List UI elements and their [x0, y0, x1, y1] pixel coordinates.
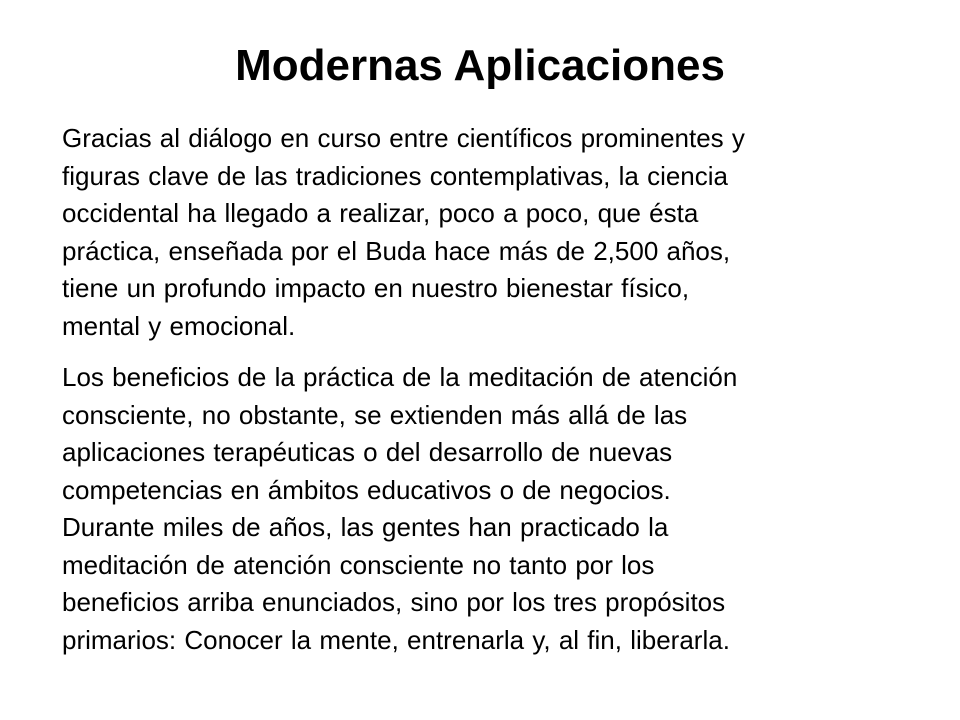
paragraph-2	[62, 359, 902, 659]
paragraph-line: Gracias al diálogo en curso entre científicos prominentes y	[62, 123, 745, 153]
paragraph-line: primarios: Conocer la mente, entrenarla y, al fin, liberarla.	[62, 624, 730, 655]
paragraph-line: occidental ha llegado a realizar, poco a poco, que ésta	[62, 198, 699, 228]
paragraph-line: Los beneficios de la práctica de la meditación de atención	[62, 362, 738, 392]
paragraph-1	[62, 120, 902, 345]
paragraph-line: tiene un profundo impacto en nuestro bienestar físico,	[62, 273, 690, 303]
paragraph-line: meditación de atención consciente no tanto por los	[62, 549, 655, 580]
paragraph-line: práctica, enseñada por el Buda hace más de 2,500 años,	[62, 235, 731, 266]
paragraph-line: competencias en ámbitos educativos o de negocios.	[62, 474, 671, 505]
paragraph-line: consciente, no obstante, se extienden más allá de las	[62, 399, 688, 430]
paragraph-line: aplicaciones terapéuticas o del desarrollo de nuevas	[62, 437, 673, 467]
paragraph-line: Durante miles de años, las gentes han practicado la	[62, 512, 669, 542]
paragraph-line: figuras clave de las tradiciones contemplativas, la ciencia	[62, 160, 729, 191]
slide-title: Modernas Aplicaciones	[235, 41, 725, 90]
paragraph-line: mental y emocional.	[62, 310, 296, 341]
slide-body	[62, 120, 902, 673]
paragraph-line: beneficios arriba enunciados, sino por los tres propósitos	[62, 587, 726, 617]
